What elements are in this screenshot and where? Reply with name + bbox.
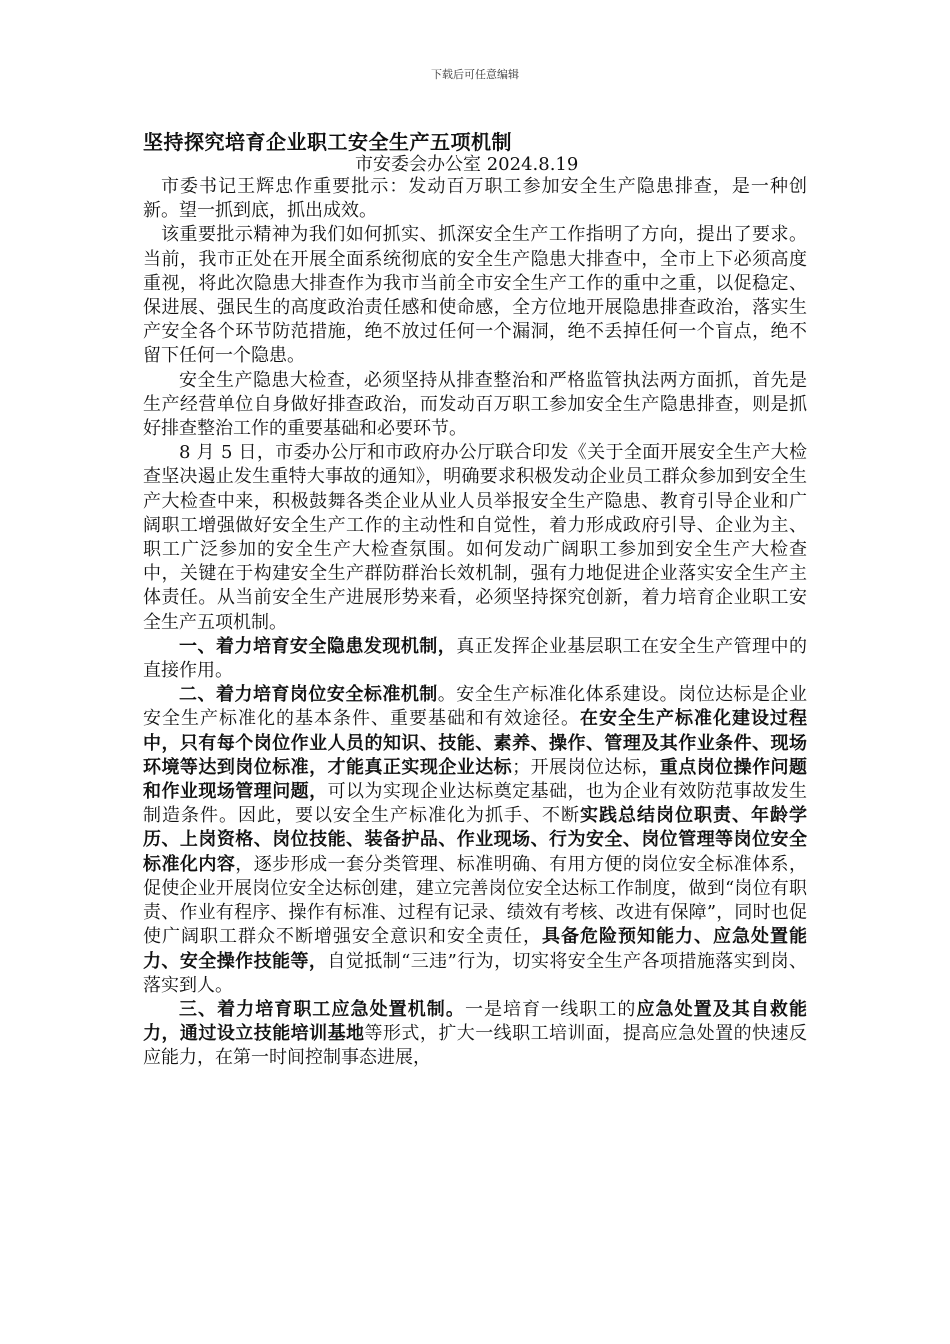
paragraph-3: 安全生产隐患大检查，必须坚持从排查整治和严格监管执法两方面抓，首先是生产经营单位自身做好排查政治，而发动百万职工参加安全生产隐患排查，则是抓好排查整治工作的重要基础和必要环节。 — [143, 369, 807, 440]
text-run: 真正发挥企业基层职工在安全生产管理中的直接作用。 — [143, 635, 808, 682]
paragraph-5 — [143, 635, 807, 683]
paragraph-7 — [143, 998, 807, 1071]
bold-run: 在安全生产标准化建设过程中，只有每个岗位作业人员的知识、技能、素养、操作、管理及其作业条件、现场环境等达到岗位标准，才能真正实现企业达标 — [143, 708, 807, 778]
text-run: 一是培育一线职工的 — [464, 998, 637, 1020]
text-run: 自觉抵制“三违”行为，切实将安全生产各项措施落实到岗、落实到人。 — [143, 950, 808, 996]
paragraph-6 — [143, 683, 807, 998]
text-run: 可以为实现企业达标奠定基础，也为企业有效防范事故发生制造条件。因此，要以安全生产标准化为抓手、不断 — [143, 781, 808, 827]
bold-run: 实践总结岗位职责、年龄学历、上岗资格、岗位技能、装备护品、作业现场、行为安全、岗位管理等岗位安全标准化内容 — [143, 805, 807, 875]
document-title: 坚持探究培育企业职工安全生产五项机制 — [143, 130, 512, 154]
section-heading-3: 三、着力培育职工应急处置机制。 — [179, 998, 465, 1020]
paragraph-2: 该重要批示精神为我们如何抓实、抓深安全生产工作指明了方向，提出了要求。当前，我市正处在开展全面系统彻底的安全生产隐患大排查中，全市上下必须高度重视，将此次隐患大排查作为我市当前全市安全生产工作的重中之重，以促稳定、保进展、强民生的高度政治责任感和使命感，全方位地开展隐患排查政治，落实生产安全各个环节防范措施，绝不放过任何一个漏洞，绝不丢掉任何一个盲点，绝不留下任何一个隐患。 — [143, 224, 807, 367]
paragraph-1: 市委书记王辉忠作重要批示：发动百万职工参加安全生产隐患排查，是一种创新。望一抓到底，抓出成效。 — [143, 176, 807, 222]
text-run: 等形式，扩大一线职工培训面，提高应急处置的快速反应能力，在第一时间控制事态进展， — [143, 1023, 807, 1069]
text-run: 。安全生产标准化体系建设。岗位达标是企业安全生产标准化的基本条件、重要基础和有效途径。 — [143, 684, 808, 730]
text-run: ，逐步形成一套分类管理、标准明确、有用方便的岗位安全标准体系，促使企业开展岗位安全达标创建，建立完善岗位安全达标工作制度，做到“岗位有职责、作业有程序、操作有标准、过程有记录、绩效有考核、改进有保障”，同时也促使广阔职工群众不断增强安全意识和安全责任， — [143, 853, 808, 948]
byline: 市安委会办公室 2024.8.19 — [355, 154, 579, 175]
document-body — [143, 175, 807, 1071]
header-note: 下载后可任意编辑 — [431, 68, 519, 81]
section-heading-1: 一、着力培育安全隐患发现机制， — [179, 635, 457, 657]
text-run: ；开展岗位达标， — [512, 756, 660, 778]
paragraph-4: 8 月 5 日，市委办公厅和市政府办公厅联合印发《关于全面开展安全生产大检查坚决遏止发生重特大事故的通知》，明确要求积极发动企业员工群众参加到安全生产大检查中来，积极鼓舞各类企业从业人员举报安全生产隐患、教育引导企业和广阔职工增强做好安全生产工作的主动性和自觉性，着力形成政府引导、企业为主、职工广泛参加的安全生产大检查氛围。如何发动广阔职工参加到安全生产大检查中，关键在于构建安全生产群防群治长效机制，强有力地促进企业落实安全生产主体责任。从当前安全生产进展形势来看，必须坚持探究创新，着力培育企业职工安全生产五项机制。 — [143, 442, 807, 633]
bold-run: 具备危险预知能力、应急处置能力、安全操作技能等， — [143, 926, 807, 972]
bold-run: 应急处置及其自救能力，通过设立技能培训基地 — [143, 998, 807, 1045]
bold-run: 重点岗位操作问题和作业现场管理问题， — [143, 756, 807, 803]
section-heading-2: 二、着力培育岗位安全标准机制 — [179, 684, 438, 706]
